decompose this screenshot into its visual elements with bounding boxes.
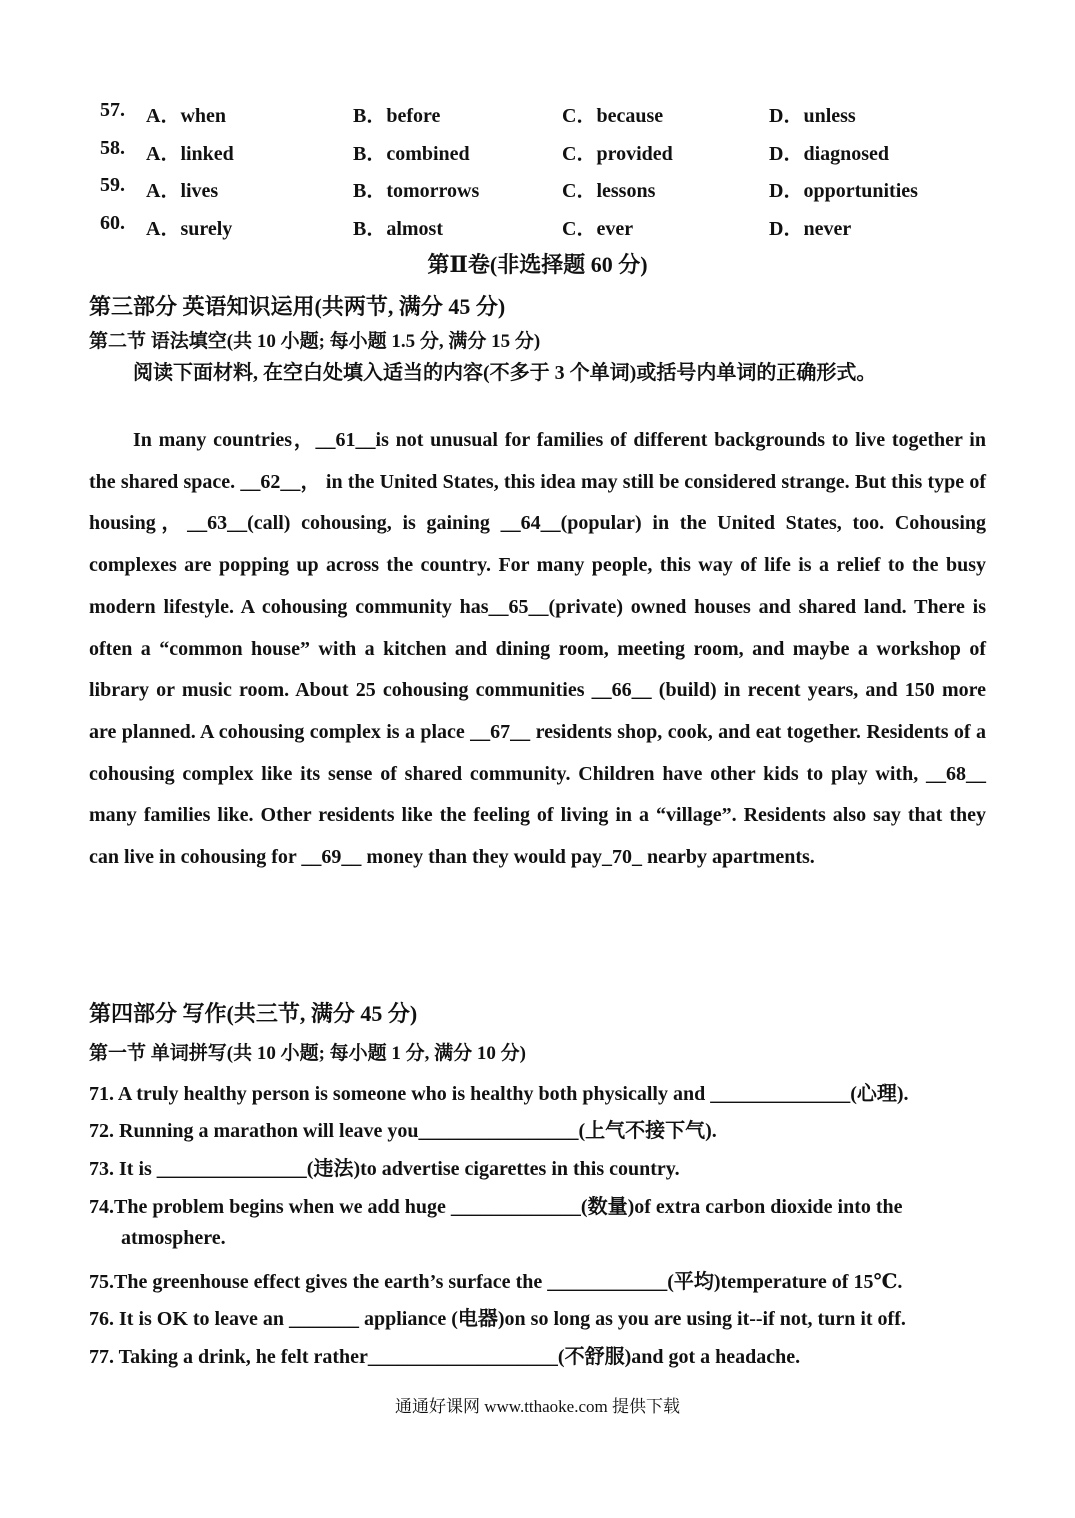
cloze-passage: In many countries，__61__is not unusual for families of different backgrounds to live together in the shared space. __62__， in the United States, this idea may still be considered strange. But this type of housing，__63__(call) cohousing, is gaining __64__(popular) in the United States, too. Cohousing complexes are popping up across the country. For many people, this way of life is a relief to the busy modern lifestyle. A cohousing community has__65__(private) owned houses and shared land. There is often a “common house” with a kitchen and dining room, meeting room, and maybe a workshop of library or music room. About 25 cohousing communities __66__ (build) in recent years, and 150 more are planned. A cohousing complex is a place __67__ residents shop, cook, and eat together. Residents of a cohousing complex like its sense of shared community. Children have other kids to play with, __68__ many families like. Other residents like the feeling of living in a “village”. Residents also say that they can live in cohousing for __69__ money than they would pay_70_ nearby apartments.: [89, 429, 986, 869]
question-74: 74.The problem begins when we add huge _____________(数量)of extra carbon dioxide into the: [89, 1196, 903, 1218]
option-b: B．combined: [353, 143, 470, 165]
question-75: 75.The greenhouse effect gives the earth’s surface the ____________(平均)temperature of 15℃.: [89, 1271, 903, 1293]
question-77: 77. Taking a drink, he felt rather___________________(不舒服)and got a headache.: [89, 1346, 801, 1368]
option-d: D．unless: [769, 105, 856, 127]
footer-text: 通通好课网 www.tthaoke.com 提供下载: [394, 1397, 681, 1416]
question-number: 58.: [100, 137, 125, 159]
option-b: B．before: [353, 105, 441, 127]
option-b: B．tomorrows: [353, 180, 480, 202]
option-c: C．provided: [562, 143, 673, 165]
question-74-continuation: atmosphere.: [121, 1227, 226, 1249]
part4-section1-title: 第一节 单词拼写(共 10 小题; 每小题 1 分, 满分 10 分): [89, 1043, 526, 1064]
question-76: 76. It is OK to leave an _______ appliance (电器)on so long as you are using it--if not, turn it off.: [89, 1308, 906, 1330]
option-a: A．lives: [146, 180, 219, 202]
option-d: D．never: [769, 218, 852, 240]
option-b: B．almost: [353, 218, 443, 240]
option-a: A．surely: [146, 218, 233, 240]
option-c: C．lessons: [562, 180, 656, 202]
option-a: A．linked: [146, 143, 234, 165]
question-number: 59.: [100, 174, 125, 196]
question-number: 57.: [100, 99, 125, 121]
question-number: 60.: [100, 212, 125, 234]
question-73: 73. It is _______________(违法)to advertise cigarettes in this country.: [89, 1158, 680, 1180]
option-d: D．diagnosed: [769, 143, 890, 165]
part3-title: 第三部分 英语知识运用(共两节, 满分 45 分): [89, 294, 506, 319]
option-c: C．because: [562, 105, 664, 127]
question-72: 72. Running a marathon will leave you________________(上气不接下气).: [89, 1120, 717, 1142]
part3-section2-title: 第二节 语法填空(共 10 小题; 每小题 1.5 分, 满分 15 分): [89, 331, 541, 352]
option-d: D．opportunities: [769, 180, 918, 202]
option-a: A．when: [146, 105, 227, 127]
instruction-text: 阅读下面材料, 在空白处填入适当的内容(不多于 3 个单词)或括号内单词的正确形式。: [133, 362, 877, 384]
option-c: C．ever: [562, 218, 634, 240]
part4-title: 第四部分 写作(共三节, 满分 45 分): [89, 1001, 418, 1026]
volume-title: 第Ⅱ卷(非选择题 60 分): [427, 252, 648, 277]
question-71: 71. A truly healthy person is someone who is healthy both physically and ______________(心理).: [89, 1083, 909, 1105]
